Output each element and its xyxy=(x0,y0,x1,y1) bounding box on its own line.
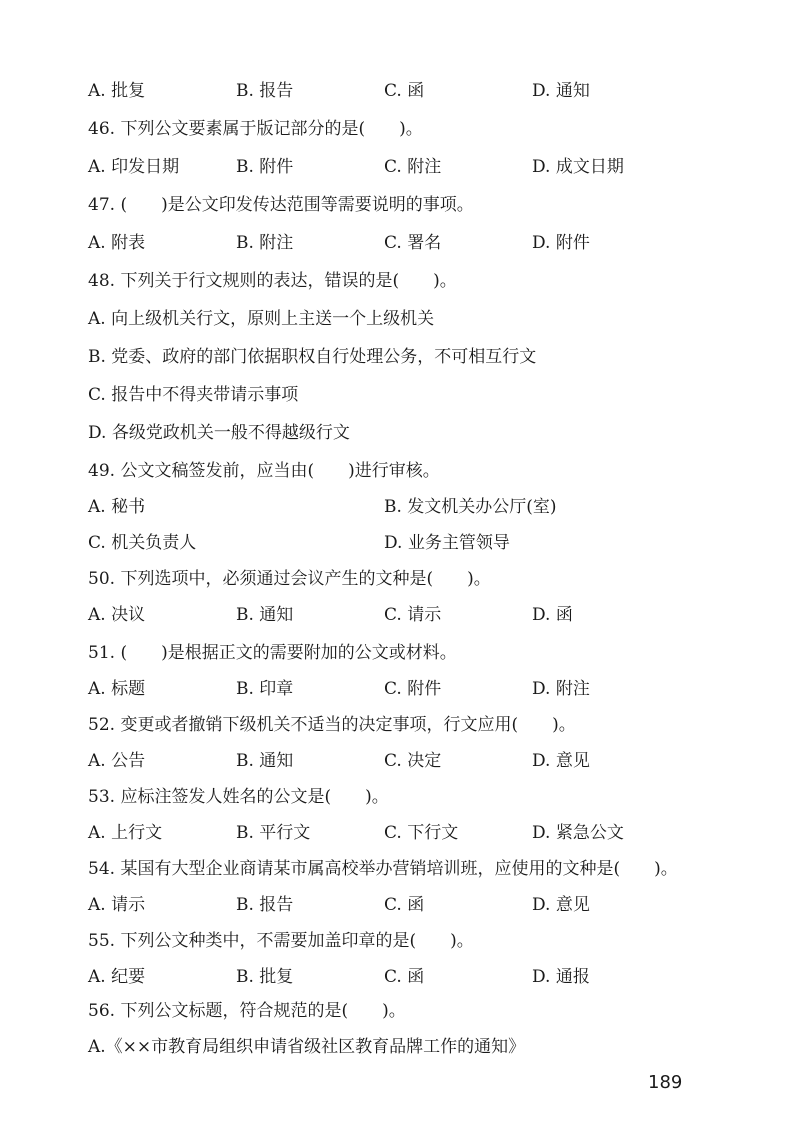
option: B. 平行文 xyxy=(236,823,311,843)
question-46: 46. 下列公文要素属于版记部分的是( )。 xyxy=(88,119,423,139)
option: B. 印章 xyxy=(236,679,294,699)
option: D. 通知 xyxy=(532,81,590,101)
option: A. 请示 xyxy=(88,895,146,915)
option: C. 下行文 xyxy=(384,823,459,843)
option: C. 附注 xyxy=(384,157,442,177)
question-48: 48. 下列关于行文规则的表达，错误的是( )。 xyxy=(88,271,457,291)
option: A. 纪要 xyxy=(88,967,146,987)
option: C. 署名 xyxy=(384,233,442,253)
question-50: 50. 下列选项中，必须通过会议产生的文种是( )。 xyxy=(88,569,491,589)
option: C. 附件 xyxy=(384,679,442,699)
question-49: 49. 公文文稿签发前，应当由( )进行审核。 xyxy=(88,461,440,481)
option: C. 函 xyxy=(384,895,425,915)
option: B. 发文机关办公厅(室) xyxy=(384,497,557,517)
option: C. 请示 xyxy=(384,605,442,625)
question-51: 51. ( )是根据正文的需要附加的公文或材料。 xyxy=(88,643,457,663)
question-55: 55. 下列公文种类中，不需要加盖印章的是( )。 xyxy=(88,931,474,951)
question-54: 54. 某国有大型企业商请某市属高校举办营销培训班，应使用的文种是( )。 xyxy=(88,859,678,879)
option-line: A.《××市教育局组织申请省级社区教育品牌工作的通知》 xyxy=(88,1037,526,1057)
option: A. 印发日期 xyxy=(88,157,180,177)
option: A. 附表 xyxy=(88,233,146,253)
option-line: C. 报告中不得夹带请示事项 xyxy=(88,385,299,405)
option: C. 函 xyxy=(384,81,425,101)
option: B. 附件 xyxy=(236,157,294,177)
option: D. 紧急公文 xyxy=(532,823,624,843)
option: D. 成文日期 xyxy=(532,157,624,177)
question-53: 53. 应标注签发人姓名的公文是( )。 xyxy=(88,787,389,807)
option: A. 公告 xyxy=(88,751,146,771)
option: D. 附注 xyxy=(532,679,590,699)
option: D. 意见 xyxy=(532,751,590,771)
option: D. 函 xyxy=(532,605,573,625)
option: B. 通知 xyxy=(236,751,294,771)
option: B. 通知 xyxy=(236,605,294,625)
option: B. 附注 xyxy=(236,233,294,253)
option: D. 业务主管领导 xyxy=(384,533,510,553)
option: C. 机关负责人 xyxy=(88,533,197,553)
page-number: 189 xyxy=(648,1072,683,1093)
option-line: B. 党委、政府的部门依据职权自行处理公务，不可相互行文 xyxy=(88,347,537,367)
option: C. 函 xyxy=(384,967,425,987)
question-47: 47. ( )是公文印发传达范围等需要说明的事项。 xyxy=(88,195,474,215)
option: A. 上行文 xyxy=(88,823,163,843)
option: B. 批复 xyxy=(236,967,294,987)
option: A. 秘书 xyxy=(88,497,146,517)
question-52: 52. 变更或者撤销下级机关不适当的决定事项，行文应用( )。 xyxy=(88,715,576,735)
option-line: D. 各级党政机关一般不得越级行文 xyxy=(88,423,350,443)
option: D. 意见 xyxy=(532,895,590,915)
option: C. 决定 xyxy=(384,751,442,771)
option-line: A. 向上级机关行文，原则上主送一个上级机关 xyxy=(88,309,435,329)
option: D. 通报 xyxy=(532,967,590,987)
question-56: 56. 下列公文标题，符合规范的是( )。 xyxy=(88,1001,406,1021)
option: A. 标题 xyxy=(88,679,146,699)
option: B. 报告 xyxy=(236,895,294,915)
option: A. 决议 xyxy=(88,605,146,625)
option: D. 附件 xyxy=(532,233,590,253)
option: A. 批复 xyxy=(88,81,146,101)
option: B. 报告 xyxy=(236,81,294,101)
